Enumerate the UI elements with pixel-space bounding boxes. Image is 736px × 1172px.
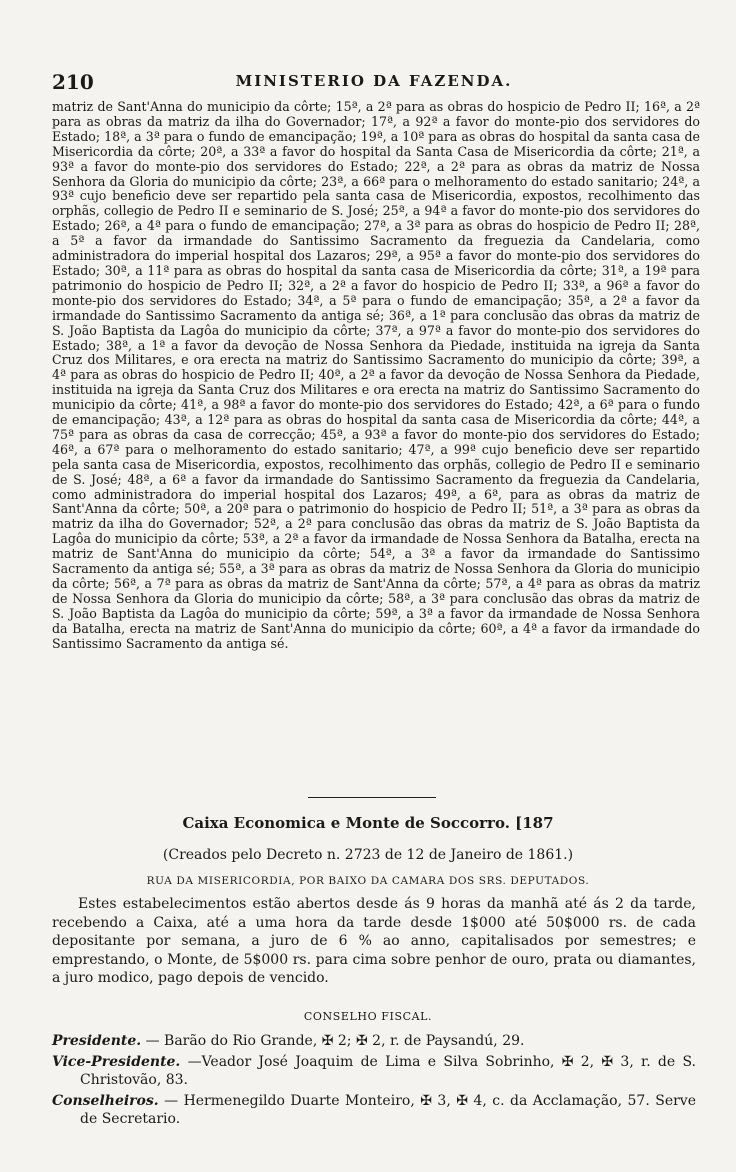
section-description: Estes estabelecimentos estão abertos desde ás 9 horas da manhã até ás 2 da tarde, recebendo a Caixa, até a uma hora da tarde desde 1$000 até 50$000 rs. de cada depositante por semana, a juro de 6 % ao anno, capitalisados por semestres; e emprestando, o Monte, de 5$000 rs. para cima sobre penhor de ouro, prata ou diamantes, a juro modico, pago depois de vencido. — [52, 896, 696, 986]
section-address: RUA DA MISERICORDIA, POR BAIXO DA CAMARA DOS SRS. DEPUTADOS. — [146, 875, 590, 887]
section-title: Caixa Economica e Monte de Soccorro. [187 — [182, 814, 554, 832]
member-role: Vice-Presidente. — [52, 1053, 181, 1070]
council-member-entry — [52, 1032, 696, 1051]
council-member-entry — [52, 1092, 696, 1129]
page-header — [52, 70, 696, 96]
body-paragraph: matriz de Sant'Anna do municipio da côrte; 15ª, a 2ª para as obras do hospicio de Pedro II; 16ª, a 2ª para as obras da matriz da ilha do Governador; 17ª, a 92ª a favor do monte-pio dos servidores do Estado; 18ª, a 3ª para o fundo de emancipação; 19ª, a 10ª para as obras do hospital da santa casa de Misericordia da côrte; 20ª, a 33ª a favor do hospital da Santa Casa de Misericordia da côrte; 21ª, a 93ª a favor do monte-pio dos servidores do Estado; 22ª, a 2ª para as obras da matriz de Nossa Senhora da Gloria do municipio da côrte; 23ª, a 66ª para o melhoramento do estado sanitario; 24ª, a 93ª cujo beneficio deve ser repartido pela santa casa de Misericordia, expostos, recolhimento das orphãs, collegio de Pedro II e seminario de S. José; 25ª, a 94ª a favor do monte-pio dos servidores do Estado; 26ª, a 4ª para o fundo de emancipação; 27ª, a 3ª para as obras do hospicio de Pedro II; 28ª, a 5ª a favor da irmandade do Santissimo Sacramento da freguezia da Candelaria, como administradora do imperial hospital dos Lazaros; 29ª, a 95ª a favor do monte-pio dos servidores do Estado; 30ª, a 11ª para as obras do hospital da santa casa de Misericordia da côrte; 31ª, a 19ª para patrimonio do hospicio de Pedro II; 32ª, a 2ª a favor do hospicio de Pedro II; 33ª, a 96ª a favor do monte-pio dos servidores do Estado; 34ª, a 5ª para o fundo de emancipação; 35ª, a 2ª a favor da irmandade do Santissimo Sacramento da antiga sé; 36ª, a 1ª para conclusão das obras da matriz de S. João Baptista da Lagôa do municipio da côrte; 37ª, a 97ª a favor do monte-pio dos servidores do Estado; 38ª, a 1ª a favor da devoção de Nossa Senhora da Piedade, instituida na igreja da Santa Cruz dos Militares, e ora erecta na matriz do Santissimo Sacramento do municipio da côrte; 39ª, a 4ª para as obras do hospicio de Pedro II; 40ª, a 2ª a favor da devoção de Nossa Senhora da Piedade, instituida na igreja da Santa Cruz dos Militares e ora erecta na matriz do Santissimo Sacramento do municipio da côrte; 41ª, a 98ª a favor do monte-pio dos servidores do Estado; 42ª, a 6ª para o fundo de emancipação; 43ª, a 12ª para as obras do hospital da santa casa de Misericordia da côrte; 44ª, a 75ª para as obras da casa de correcção; 45ª, a 93ª a favor do monte-pio dos servidores do Estado; 46ª, a 67ª para o melhoramento do estado sanitario; 47ª, a 99ª cujo beneficio deve ser repartido pela santa casa de Misericordia, expostos, recolhimento das orphãs, collegio de Pedro II e seminario de S. José; 48ª, a 6ª a favor da irmandade do Santissimo Sacramento da freguezia da Candelaria, como administradora do imperial hospital dos Lazaros; 49ª, a 6ª, para as obras da matriz de Sant'Anna da côrte; 50ª, a 20ª para o patrimonio do hospicio de Pedro II; 51ª, a 3ª para as obras da matriz da ilha do Governador; 52ª, a 2ª para conclusão das obras da matriz de S. João Baptista da Lagôa do municipio da côrte; 53ª, a 2ª a favor da irmandade de Nossa Senhora da Batalha, erecta na matriz de Sant'Anna do municipio da côrte; 54ª, a 3ª a favor da irmandade do Santissimo Sacramento da antiga sé; 55ª, a 3ª para as obras da matriz de Nossa Senhora da Gloria do municipio da côrte; 56ª, a 7ª para as obras da matriz de Sant'Anna da côrte; 57ª, a 4ª para as obras da matriz de Nossa Senhora da Gloria do municipio da côrte; 58ª, a 3ª para conclusão das obras da matriz de S. João Baptista da Lagôa do municipio da côrte; 59ª, a 3ª a favor da irmandade de Nossa Senhora da Batalha, erecta na matriz de Sant'Anna do municipio da côrte; 60ª, a 4ª a favor da irmandade do Santissimo Sacramento da antiga sé. — [52, 99, 700, 651]
member-role: Presidente. — [52, 1033, 142, 1049]
council-heading: CONSELHO FISCAL. — [303, 1010, 433, 1023]
member-details: — Hermenegildo Duarte Monteiro, ✠ 3, ✠ 4, c. da Acclamação, 57. Serve de Secretario. — [80, 1092, 696, 1127]
council-members — [52, 1032, 696, 1131]
member-role: Conselheiros. — [52, 1092, 159, 1109]
council-member-entry — [52, 1053, 696, 1090]
running-title: MINISTERIO DA FAZENDA. — [235, 72, 513, 90]
section-divider — [308, 797, 436, 798]
page-number: 210 — [52, 70, 94, 94]
member-details: — Barão do Rio Grande, ✠ 2; ✠ 2, r. de Paysandú, 29. — [145, 1033, 525, 1049]
member-details: —Veador José Joaquim de Lima e Silva Sobrinho, ✠ 2, ✠ 3, r. de S. Christovão, 83. — [80, 1053, 696, 1088]
section-subtitle: (Creados pelo Decreto n. 2723 de 12 de Janeiro de 1861.) — [162, 847, 574, 863]
